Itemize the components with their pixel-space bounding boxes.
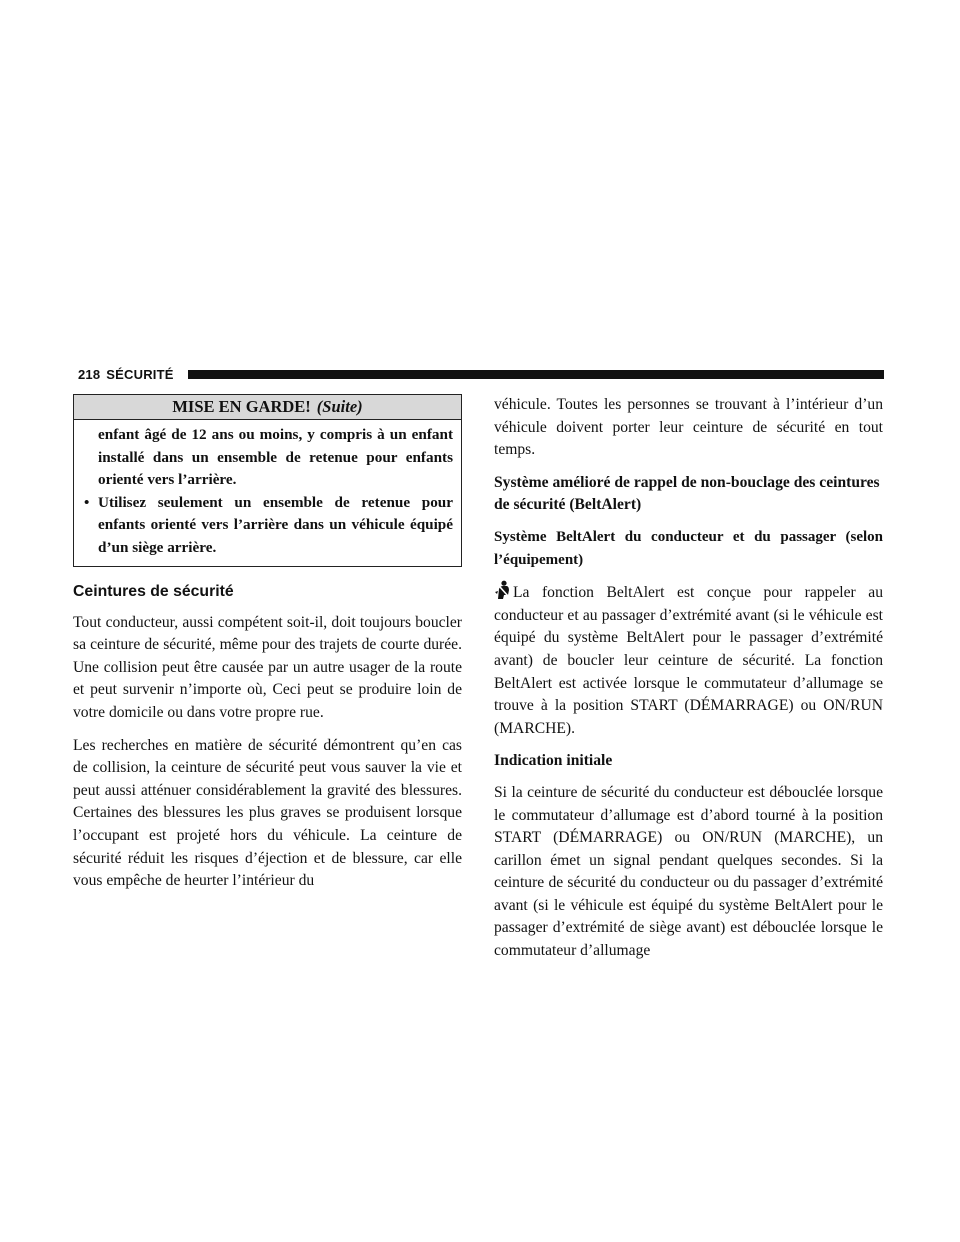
- subheading-initial-indication: Indication initiale: [494, 752, 613, 770]
- warning-body: [74, 420, 461, 566]
- left-column: [73, 394, 462, 903]
- paragraph: Si la ceinture de sécurité du conducteur est débouclée lorsque le commutateur d’allumage est d’abord tourné à la position START (DÉMARRAGE) ou ON/RUN (MARCHE), un carillon émet un signal pendant quelques secondes. Si la ceinture de sécurité du conducteur ou du passager d’extrémité avant (si le véhicule est équipé du système BeltAlert pour le passager d’extrémité de siège avant) est débouclée lorsque le commutateur d’allumage: [494, 783, 883, 960]
- right-column: [494, 394, 883, 973]
- seatbelt-warning-icon: [494, 580, 512, 600]
- page-header: [78, 366, 884, 382]
- paragraph-with-icon: La fonction BeltAlert est conçue pour rappeler au conducteur et au passager d’extrémité avant (si le véhicule est équipé du système BeltAlert pour le passager d’extrémité avant) de boucler leur ceinture de sécurité. La fonction BeltAlert est activée lorsque le commutateur d’allumage se trouve à la position START (DÉMARRAGE) ou ON/RUN (MARCHE).: [494, 580, 883, 740]
- warning-line: enfant âgé de 12 ans ou moins, y compris à un enfant installé dans un ensemble de retenue pour enfants orienté vers l’arrière.: [98, 426, 453, 489]
- page-number: 218: [78, 366, 101, 382]
- section-heading-seatbelts: Ceintures de sécurité: [73, 582, 234, 600]
- warning-title-suffix: (Suite): [316, 397, 363, 416]
- warning-bullet-item: • Utilisez seulement un ensemble de retenue pour enfants orienté vers l’arrière dans un véhicule équipé d’un siège arrière.: [84, 493, 453, 556]
- subheading-beltalert: Système amélioré de rappel de non-bouclage des ceintures de sécurité (BeltAlert): [494, 473, 880, 514]
- header-rule: [188, 370, 884, 379]
- section-title: SÉCURITÉ: [106, 366, 174, 382]
- paragraph: véhicule. Toutes les personnes se trouvant à l’intérieur d’un véhicule doivent porter leur ceinture de sécurité en tout temps.: [494, 396, 883, 459]
- warning-box: [73, 394, 462, 567]
- bullet-icon: •: [84, 493, 90, 511]
- subheading-driver-passenger: Système BeltAlert du conducteur et du passager (selon l’équipement): [494, 528, 883, 568]
- warning-title: MISE EN GARDE! (Suite): [74, 395, 461, 420]
- paragraph: Tout conducteur, aussi compétent soit-il, doit toujours boucler sa ceinture de sécurité, même pour des trajets de courte durée. Une collision peut être causée par un autre usager de la route et peut survenir n’importe où, Ceci peut se produire loin de votre domicile ou dans votre propre rue.: [73, 613, 462, 721]
- paragraph: Les recherches en matière de sécurité démontrent qu’en cas de collision, la ceinture de sécurité peut vous sauver la vie et peut aussi atténuer considérablement la gravité des blessures. Certaines des blessures les plus graves se produisent lorsque l’occupant est projeté hors du véhicule. La ceinture de sécurité réduit les risques d’éjection et de blessure, car elle vous empêche de heurter l’intérieur du: [73, 736, 462, 890]
